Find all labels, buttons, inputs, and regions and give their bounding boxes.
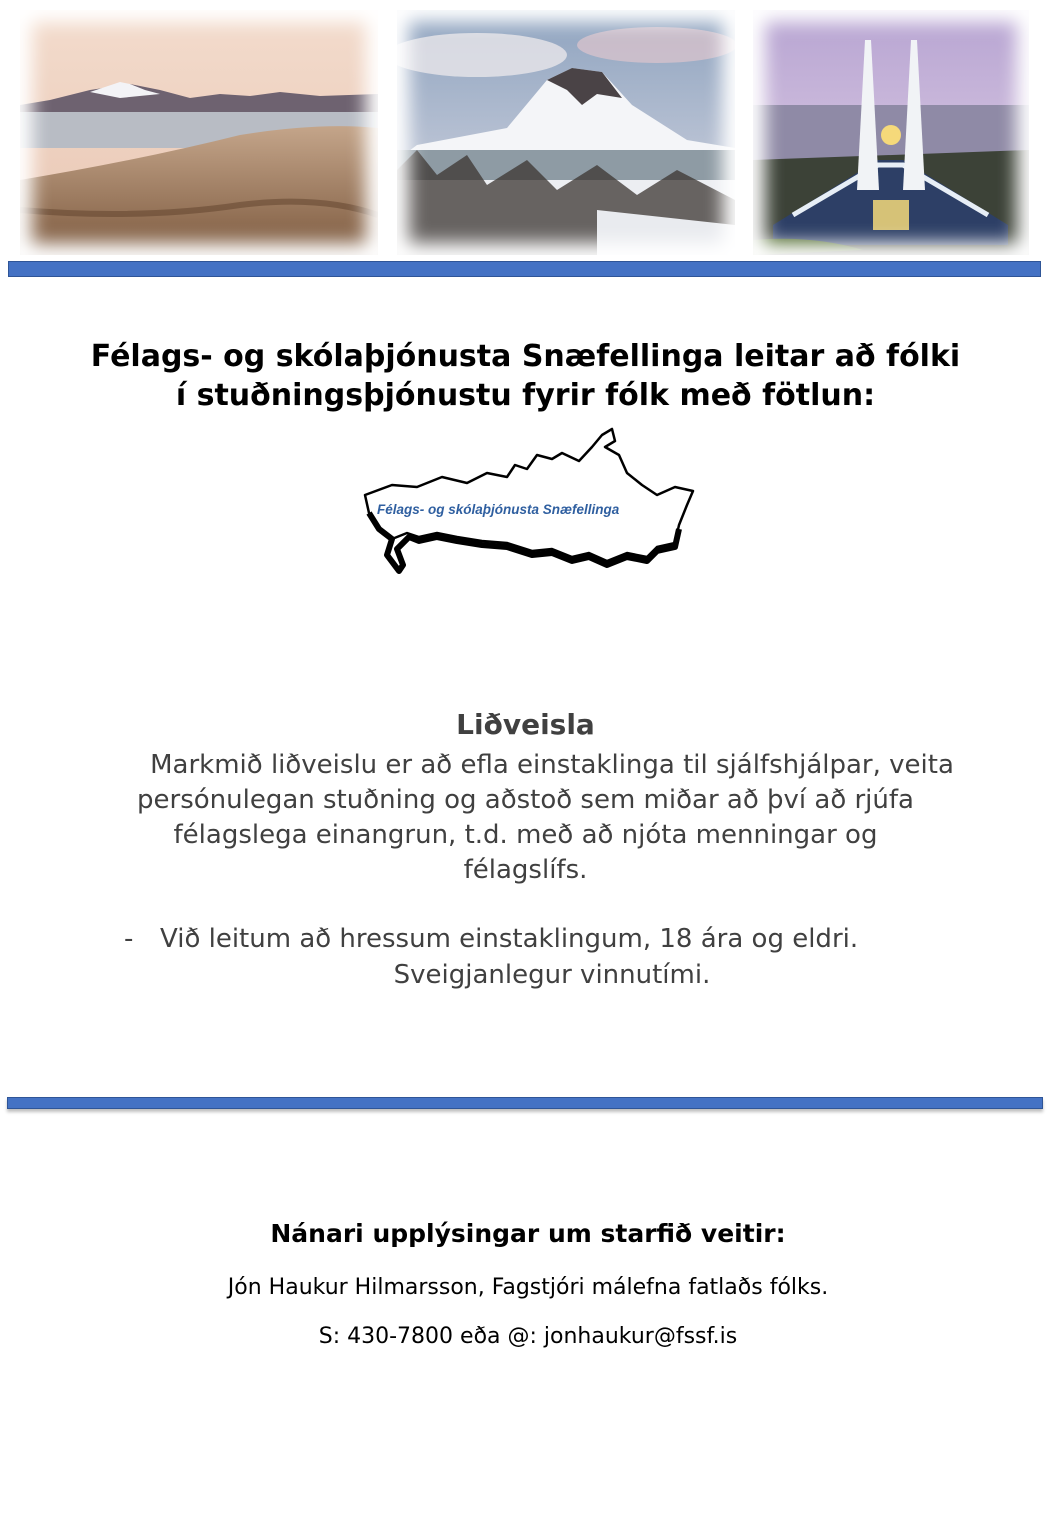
body-line-1: Markmið liðveislu er að efla einstaklinga til sjálfshjálpar, veita — [150, 750, 954, 780]
top-divider-bar — [8, 261, 1041, 277]
section-title: Liðveisla — [456, 708, 595, 741]
contact-title: Nánari upplýsingar um starfið veitir: — [270, 1219, 786, 1248]
contact-name-line: Jón Haukur Hilmarsson, Fagstjóri málefna fatlaðs fólks. — [227, 1275, 829, 1300]
stykkisholmur-church-photo — [753, 10, 1029, 255]
kirkjufell-mountain-photo — [397, 10, 735, 255]
body-line-3: félagslega einangrun, t.d. með að njóta menningar og — [173, 820, 878, 850]
bullet-line-1: Við leitum að hressum einstaklingum, 18 ára og eldri. — [160, 924, 859, 954]
headline-line-1: Félags- og skólaþjónusta Snæfellinga leitar að fólki — [90, 339, 961, 374]
contact-phone-line: S: 430-7800 eða @: jonhaukur@fssf.is — [318, 1324, 738, 1349]
headline-line-2: í stuðningsþjónustu fyrir fólk með fötlun: — [175, 378, 876, 413]
bullet-dash: - — [124, 924, 134, 954]
bottom-divider-bar — [7, 1097, 1043, 1109]
beach-mountain-photo — [20, 10, 378, 255]
organization-logo — [357, 425, 697, 575]
body-line-4: félagslífs. — [463, 855, 588, 885]
body-line-2: persónulegan stuðning og aðstoð sem miðar að því að rjúfa — [137, 785, 914, 815]
bullet-line-2: Sveigjanlegur vinnutími. — [393, 960, 711, 990]
logo-text: Félags- og skólaþjónusta Snæfellinga — [377, 502, 620, 517]
